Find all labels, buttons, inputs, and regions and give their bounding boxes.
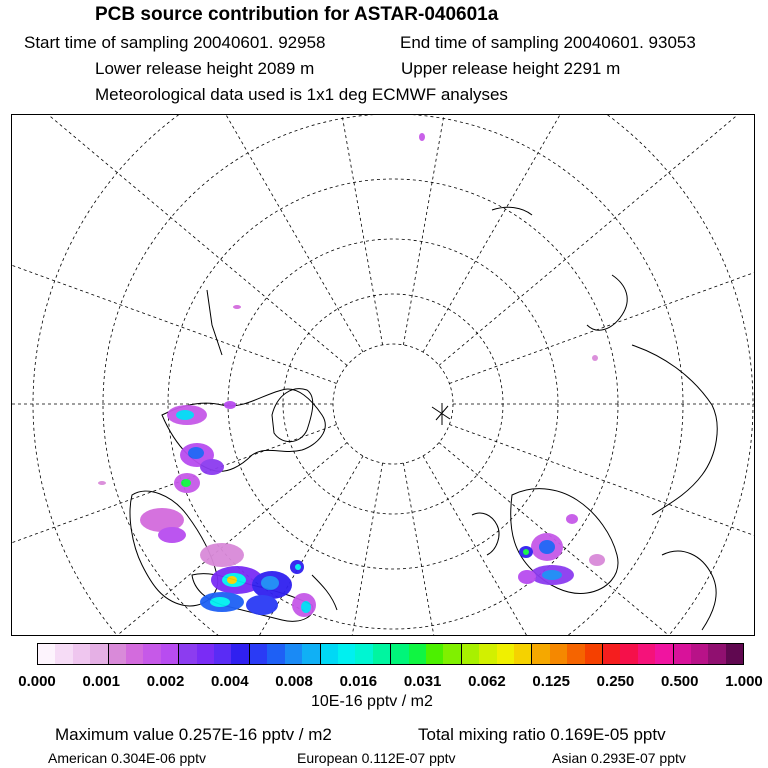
latitude-circles [33,115,753,636]
color-scale-segment [143,644,160,664]
color-scale-segment [726,644,743,664]
color-scale-segment [603,644,620,664]
meridian-line [254,115,382,345]
longitude-lines [12,115,755,636]
color-scale-segment [567,644,584,664]
color-scale-segment [179,644,196,664]
color-scale-segment [391,644,408,664]
color-scale-segment [638,644,655,664]
color-scale-segment [409,644,426,664]
color-scale-segment [655,644,673,664]
concentration-plumes [98,133,605,617]
color-scale-segment [585,644,603,664]
color-scale-segment [514,644,532,664]
end-time-label: End time of sampling 20040601. 93053 [400,33,696,52]
total-mixing-ratio-label: Total mixing ratio 0.169E-05 pptv [418,725,666,744]
meridian-line [449,130,755,383]
color-scale-segment [462,644,479,664]
color-scale-segment [73,644,90,664]
color-scale-segment [674,644,691,664]
meridian-line [403,115,531,345]
color-scale-segment [338,644,355,664]
meridian-line [12,115,347,365]
color-scale-segment [38,644,55,664]
american-contribution-label: American 0.304E-06 pptv [48,750,206,766]
color-scale-segment [90,644,108,664]
color-scale-segment [250,644,267,664]
color-scale-segment [620,644,637,664]
meridian-line [423,115,755,352]
color-scale-tick-label: 0.250 [596,673,635,690]
maximum-value-label: Maximum value 0.257E-16 pptv / m2 [55,725,332,744]
meridian-line [12,115,363,352]
color-scale-tick-label: 0.016 [339,673,378,690]
color-scale-tick-label: 0.500 [660,673,699,690]
color-scale-tick-label: 0.002 [146,673,185,690]
color-scale-segment [161,644,179,664]
color-scale-segment [109,644,126,664]
color-scale-segment [691,644,708,664]
meridian-line [439,443,755,636]
color-scale-segment [426,644,443,664]
upper-release-height-label: Upper release height 2291 m [401,59,621,78]
color-scale-segment [302,644,320,664]
color-scale-tick-label: 0.001 [82,673,121,690]
color-scale-segment [550,644,567,664]
asian-contribution-label: Asian 0.293E-07 pptv [552,750,686,766]
color-scale-segment [267,644,284,664]
meteorological-data-label: Meteorological data used is 1x1 deg ECMWF analyses [95,85,508,104]
meridian-line [439,115,755,365]
color-scale-segment [214,644,231,664]
color-scale-tick-label: 0.000 [18,673,56,690]
color-scale-segment [231,644,249,664]
color-scale-segment [479,644,496,664]
color-scale-bar [37,643,744,665]
meridian-line [403,463,531,636]
color-scale-tick-label: 0.031 [403,673,442,690]
color-scale-segment [373,644,391,664]
meridian-line [12,130,337,383]
color-scale-tick-label: 0.062 [468,673,506,690]
meridian-line [423,456,755,636]
map-title: PCB source contribution for ASTAR-040601a [95,4,499,25]
color-scale-segment [197,644,214,664]
color-scale-segment [443,644,461,664]
color-scale-tick-label: 0.008 [275,673,313,690]
polar-map-svg [12,115,755,636]
european-contribution-label: European 0.112E-07 pptv [297,750,456,766]
color-scale-tick-label: 0.004 [211,673,249,690]
color-scale-segment [497,644,514,664]
color-scale-segment [532,644,549,664]
start-time-label: Start time of sampling 20040601. 92958 [24,33,326,52]
polar-map [11,114,755,636]
color-scale-segment [126,644,143,664]
color-scale-tick-label: 1.000 [725,673,763,690]
color-scale-segment [55,644,72,664]
color-scale-segment [285,644,302,664]
units-label: 10E-16 pptv / m2 [311,693,433,710]
color-scale-tick-label: 0.125 [532,673,570,690]
color-scale-segment [321,644,338,664]
color-scale-segment [355,644,372,664]
lower-release-height-label: Lower release height 2089 m [95,59,315,78]
color-scale-segment [708,644,725,664]
